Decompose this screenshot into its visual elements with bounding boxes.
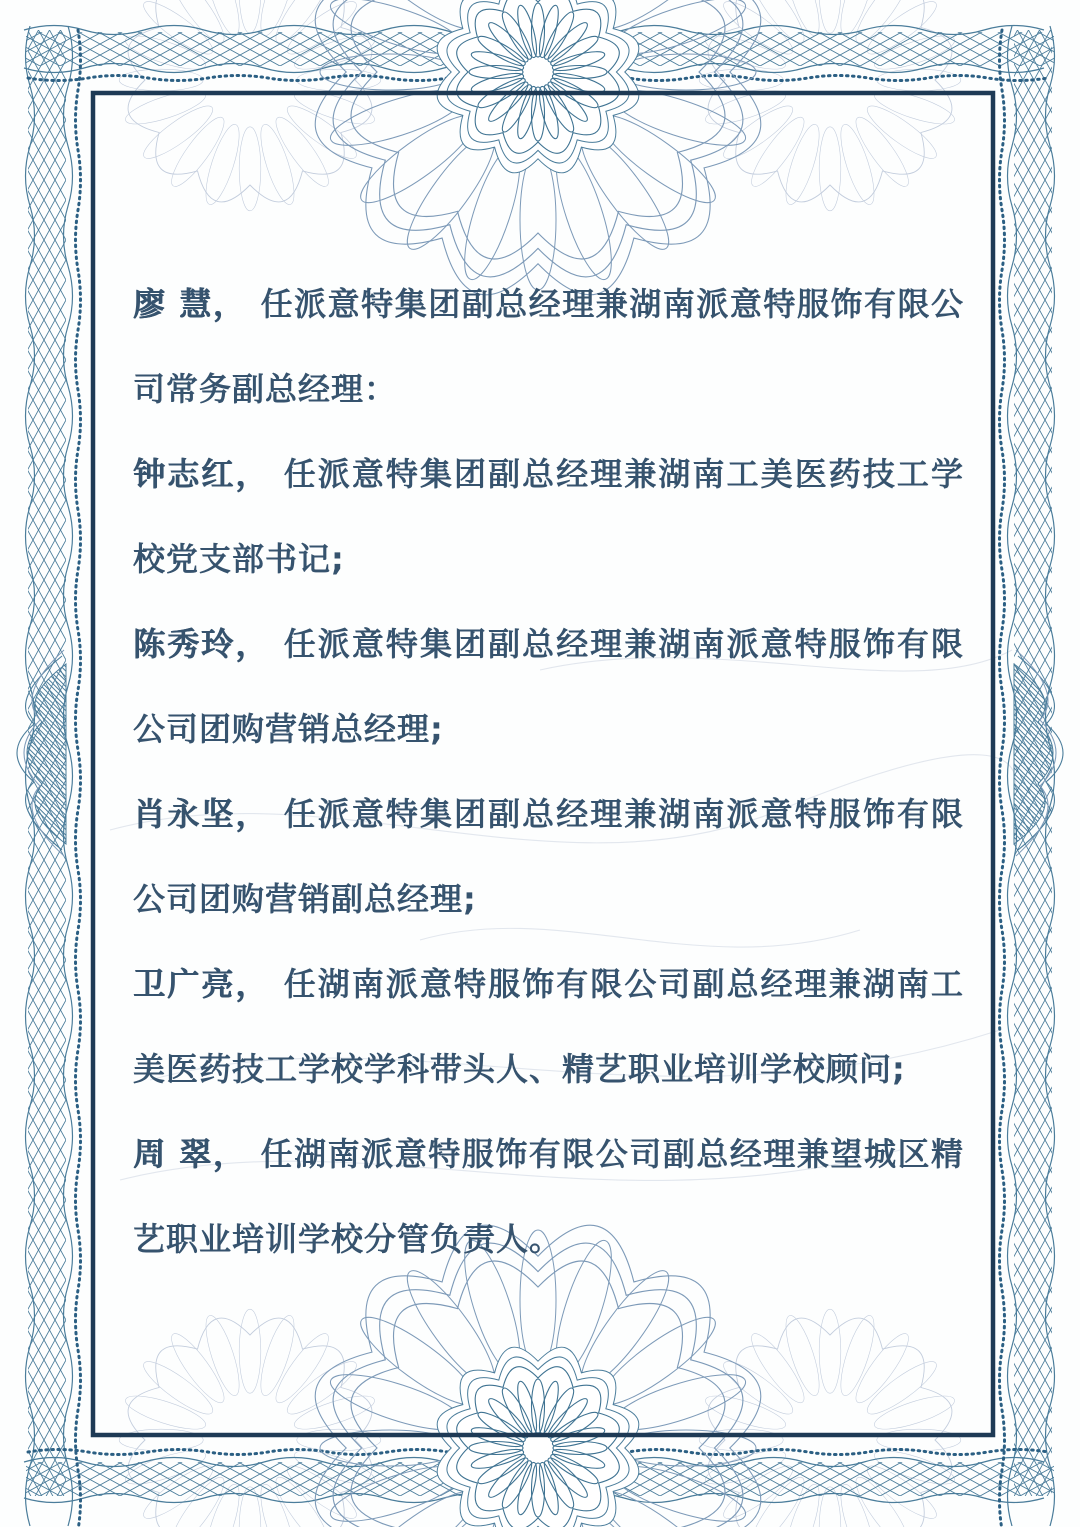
appointment-description: 任湖南派意特服饰有限公司副总经理兼湖南工美医药技工学校学科带头人、精艺职业培训学校顾问; [133,965,964,1088]
appointment-paragraph [133,432,964,602]
name-separator: ， [212,285,247,323]
appointment-description: 任湖南派意特服饰有限公司副总经理兼望城区精艺职业培训学校分管负责人。 [133,1135,964,1258]
appointment-description: 任派意特集团副总经理兼湖南派意特服饰有限公司团购营销总经理; [133,625,964,748]
person-name: 肖永坚 [133,795,236,833]
appointment-paragraph [133,1112,964,1282]
appointment-description: 任派意特集团副总经理兼湖南派意特服饰有限公司常务副总经理： [133,285,964,408]
appointment-description: 任派意特集团副总经理兼湖南派意特服饰有限公司团购营销副总经理; [133,795,964,918]
person-name: 钟志红 [133,455,236,493]
name-separator: ， [212,1135,247,1173]
name-separator: ， [235,965,270,1003]
person-name: 周 翠 [133,1135,213,1173]
person-name: 陈秀玲 [133,625,236,663]
person-name: 卫广亮 [133,965,236,1003]
appointment-paragraph [133,772,964,942]
person-name: 廖 慧 [133,285,213,323]
appointment-paragraph [133,942,964,1112]
name-separator: ， [235,795,270,833]
name-separator: ， [235,625,270,663]
appointment-paragraph [133,602,964,772]
appointment-description: 任派意特集团副总经理兼湖南工美医药技工学校党支部书记; [133,455,964,578]
appointment-text-block [133,262,964,1282]
appointment-paragraph [133,262,964,432]
name-separator: ， [235,455,270,493]
